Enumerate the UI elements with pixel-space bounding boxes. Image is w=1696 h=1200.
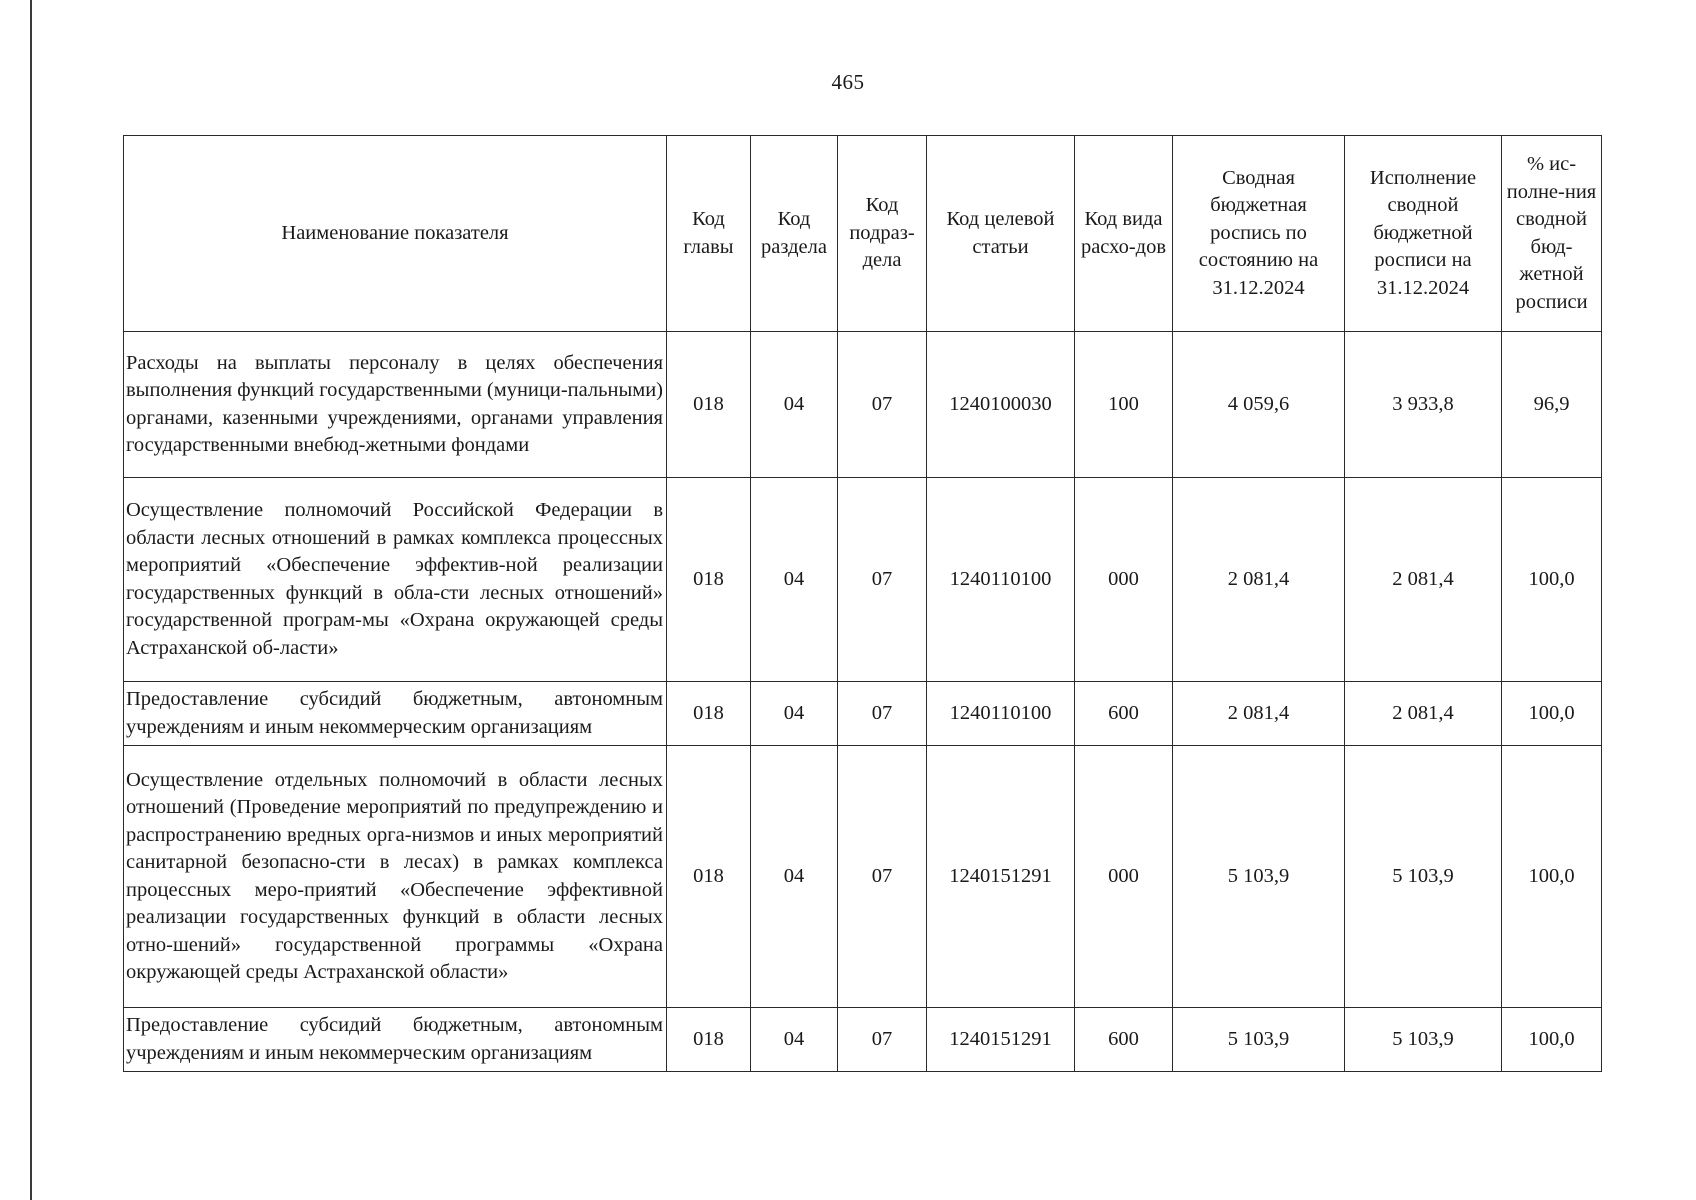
header-subsection-code: Код подраз-дела	[838, 136, 927, 332]
row-subsection-code: 07	[838, 682, 927, 746]
row-target-article-code: 1240110100	[927, 682, 1075, 746]
row-expense-type-code: 000	[1075, 478, 1173, 682]
row-execution-percent: 96,9	[1502, 332, 1602, 478]
table-row	[124, 682, 1602, 746]
row-expense-type-code: 100	[1075, 332, 1173, 478]
row-expense-type-code: 600	[1075, 1008, 1173, 1072]
row-section-code: 04	[751, 682, 838, 746]
row-execution-percent: 100,0	[1502, 478, 1602, 682]
row-section-code: 04	[751, 746, 838, 1008]
row-subsection-code: 07	[838, 478, 927, 682]
header-chapter-code: Код главы	[667, 136, 751, 332]
row-budget-execution: 5 103,9	[1345, 746, 1502, 1008]
table-row	[124, 1008, 1602, 1072]
row-budget-execution: 5 103,9	[1345, 1008, 1502, 1072]
row-indicator-name: Расходы на выплаты персоналу в целях обеспечения выполнения функций государственными (муници-пальными) органами, казенными учреждениями, органами управления государственными внебюд-жетными фондами	[124, 332, 667, 478]
row-budget-execution: 2 081,4	[1345, 478, 1502, 682]
row-budget-list: 5 103,9	[1173, 1008, 1345, 1072]
row-subsection-code: 07	[838, 746, 927, 1008]
row-target-article-code: 1240151291	[927, 1008, 1075, 1072]
row-section-code: 04	[751, 478, 838, 682]
header-execution-percent: % ис-полне-ния сводной бюд-жетной росписи	[1502, 136, 1602, 332]
header-target-article-code: Код целевой статьи	[927, 136, 1075, 332]
row-expense-type-code: 600	[1075, 682, 1173, 746]
page-number: 465	[831, 70, 865, 94]
table-header-row	[124, 136, 1602, 332]
row-indicator-name: Осуществление полномочий Российской Федерации в области лесных отношений в рамках комплекса процессных мероприятий «Обеспечение эффектив-ной реализации государственных функций в обла-сти лесных отношений» государственной програм-мы «Охрана окружающей среды Астраханской об-ласти»	[124, 478, 667, 682]
table-row	[124, 746, 1602, 1008]
row-chapter-code: 018	[667, 1008, 751, 1072]
table-row	[124, 478, 1602, 682]
row-execution-percent: 100,0	[1502, 682, 1602, 746]
table-row	[124, 332, 1602, 478]
row-indicator-name: Предоставление субсидий бюджетным, автономным учреждениям и иным некоммерческим организациям	[124, 682, 667, 746]
row-section-code: 04	[751, 332, 838, 478]
header-budget-execution: Исполнение сводной бюджетной росписи на 31.12.2024	[1345, 136, 1502, 332]
row-budget-list: 2 081,4	[1173, 682, 1345, 746]
row-budget-execution: 3 933,8	[1345, 332, 1502, 478]
header-section-code: Код раздела	[751, 136, 838, 332]
row-indicator-name: Предоставление субсидий бюджетным, автономным учреждениям и иным некоммерческим организациям	[124, 1008, 667, 1072]
row-target-article-code: 1240100030	[927, 332, 1075, 478]
row-chapter-code: 018	[667, 682, 751, 746]
row-budget-list: 5 103,9	[1173, 746, 1345, 1008]
row-chapter-code: 018	[667, 332, 751, 478]
row-indicator-name: Осуществление отдельных полномочий в области лесных отношений (Проведение мероприятий по предупреждению и распространению вредных орга-низмов и иных мероприятий санитарной безопасно-сти в лесах) в рамках комплекса процессных меро-приятий «Обеспечение эффективной реализации государственных функций в области лесных отно-шений» государственной программы «Охрана окружающей среды Астраханской области»	[124, 746, 667, 1008]
row-expense-type-code: 000	[1075, 746, 1173, 1008]
row-subsection-code: 07	[838, 1008, 927, 1072]
row-chapter-code: 018	[667, 746, 751, 1008]
header-indicator-name: Наименование показателя	[124, 136, 667, 332]
row-execution-percent: 100,0	[1502, 1008, 1602, 1072]
row-target-article-code: 1240151291	[927, 746, 1075, 1008]
header-budget-list: Сводная бюджетная роспись по состоянию на 31.12.2024	[1173, 136, 1345, 332]
row-execution-percent: 100,0	[1502, 746, 1602, 1008]
row-budget-execution: 2 081,4	[1345, 682, 1502, 746]
budget-table	[123, 135, 1602, 1072]
row-budget-list: 2 081,4	[1173, 478, 1345, 682]
row-section-code: 04	[751, 1008, 838, 1072]
left-margin-line	[30, 0, 32, 1200]
row-chapter-code: 018	[667, 478, 751, 682]
row-budget-list: 4 059,6	[1173, 332, 1345, 478]
row-target-article-code: 1240110100	[927, 478, 1075, 682]
header-expense-type-code: Код вида расхо-дов	[1075, 136, 1173, 332]
row-subsection-code: 07	[838, 332, 927, 478]
